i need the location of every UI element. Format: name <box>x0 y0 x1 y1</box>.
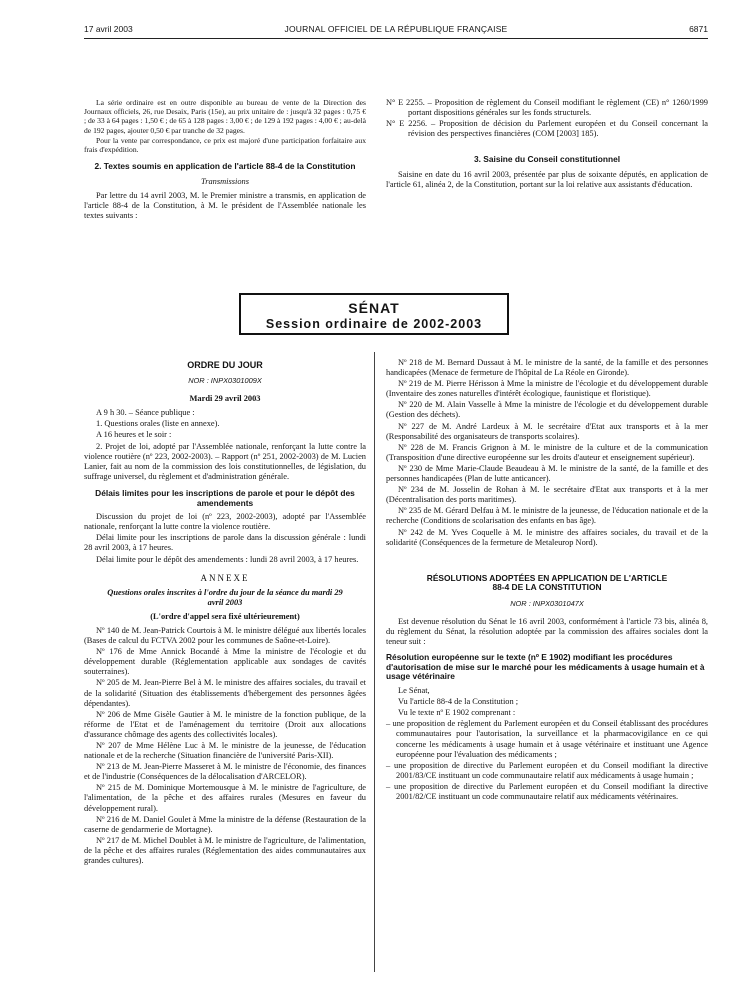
question-item: Nº 206 de Mme Gisèle Gautier à M. le ministre de la fonction publique, de la réforme de l'Etat et de l'aménagement du territoire (Droit aux allocations d'assurance chômage des agents des collectivités locales). <box>84 709 366 739</box>
agenda-item-1: 1. Questions orales (liste en annexe). <box>96 419 220 429</box>
nor-reference <box>386 599 708 609</box>
resolutions-heading: RÉSOLUTIONS ADOPTÉES EN APPLICATION DE L'ARTICLE 88-4 DE LA CONSTITUTION <box>426 572 668 593</box>
senat-banner <box>239 293 509 335</box>
nor-reference <box>84 376 366 386</box>
appel-note: (L'ordre d'appel sera fixé ultérieurement) <box>150 611 300 621</box>
vu-article: Vu l'article 88-4 de la Constitution ; <box>398 697 519 707</box>
agenda-morning: A 9 h 30. – Séance publique : <box>96 408 195 418</box>
banner-title: SÉNAT <box>348 300 400 316</box>
header-page-number: 6871 <box>689 24 708 34</box>
delais-heading: Délais limites pour les inscriptions de parole et pour le dépôt des amendements <box>95 487 355 508</box>
agenda-item-2: 2. Projet de loi, adopté par l'Assemblée nationale, renforçant la lutte contre la violence routière (nº 223, 2002-2003). – Rapport (nº 251, 2002-2003) de M. Lucien Lanier, fait au nom de la commission des lois constitutionnelles, de législation, du suffrage universel, du règlement et d'administration générale. <box>84 441 366 481</box>
question-item: Nº 220 de M. Alain Vasselle à Mme la ministre de l'écologie et du développement durable (Gestion des déchets). <box>386 400 708 420</box>
question-item: Nº 215 de M. Dominique Mortemousque à M. le ministre de l'agriculture, de l'alimentation, de la pêche et des affaires rurales (Mesures en faveur du développement rural). <box>84 783 366 813</box>
right-column <box>386 358 708 803</box>
question-item: Nº 140 de M. Jean-Patrick Courtois à M. le ministre délégué aux libertés locales (Bases de calcul du FCTVA 2002 pour les communes de Saône-et-Loire). <box>84 625 366 646</box>
resolution-item: – une proposition de règlement du Parlement européen et du Conseil établissant des procédures communautaires pour l'autorisation, la surveillance et la pharmacovigilance en ce qui concerne les médicaments à usage humain et à usage vétérinaire et instituant une Agence européenne pour l'évaluation des médicaments ; <box>386 719 708 759</box>
question-item: Nº 218 de M. Bernard Dussaut à M. le ministre de la santé, de la famille et des personnes handicapées (Menace de fermeture de l'hôpital de La Réole en Gironde). <box>386 358 708 378</box>
question-item: Nº 235 de M. Gérard Delfau à M. le ministre de la jeunesse, de l'éducation nationale et de la recherche (Conditions de scolarisation des enfants en bas âge). <box>386 506 708 526</box>
section-title-saisine: 3. Saisine du Conseil constitutionnel <box>473 154 621 165</box>
resolution-intro: Est devenue résolution du Sénat le 16 avril 2003, conformément à l'article 73 bis, alinéa 8, du règlement du Sénat, la résolution adoptée par la commission des affaires sociales dont la teneur suit : <box>386 616 708 647</box>
resolution-item: – une proposition de directive du Parlement européen et du Conseil modifiant la directive 2001/82/CE instituant un code communautaire relatif aux médicaments vétérinaires. <box>386 782 708 802</box>
question-item: Nº 205 de M. Jean-Pierre Bel à M. le ministre des affaires sociales, du travail et de la solidarité (Situation des établissements d'hébergement des personnes âgées dépendantes). <box>84 678 366 708</box>
question-item: Nº 234 de M. Josselin de Rohan à M. le secrétaire d'Etat aux transports et à la mer (Décentralisation des ports maritimes). <box>386 485 708 505</box>
section-title-88-4: 2. Textes soumis en application de l'article 88-4 de la Constitution <box>94 161 356 172</box>
question-item: Nº 216 de M. Daniel Goulet à Mme la ministre de la défense (Restauration de la caserne de gendarmerie de Mortagne). <box>84 814 366 834</box>
question-item: Nº 242 de M. Yves Coquelle à M. le ministre des affaires sociales, du travail et de la solidarité (Conséquences de la fermeture de Metaleurop Nord). <box>386 527 708 547</box>
e2256-item: N° E 2256. – Proposition de décision du Parlement européen et du Conseil concernant la révision des perspectives financières (COM [2003] 185). <box>386 119 708 139</box>
question-item: Nº 227 de M. André Lardeux à M. le secrétaire d'Etat aux transports et à la mer (Responsabilité des organisateurs de transports scolaires). <box>386 421 708 441</box>
vu-texte: Vu le texte nº E 1902 comprenant : <box>398 708 516 718</box>
delais-parole: Délai limite pour les inscriptions de parole dans la discussion générale : lundi 28 avril 2003, à 17 heures. <box>84 533 366 553</box>
senat-line: Le Sénat, <box>398 686 430 696</box>
nor-text: NOR : INPX0301009X <box>188 376 262 386</box>
banner-subtitle: Session ordinaire de 2002-2003 <box>265 317 483 331</box>
sale-notice: La série ordinaire est en outre disponible au bureau de vente de la Direction des Journaux officiels, 26, rue Desaix, Paris (15e), au prix unitaire de : jusqu'à 32 pages : 0,75 € ; de 33 à 64 pages : 1,50 € ; de 65 à 128 pages : 3,00 € ; de 129 à 192 pages : 4,00 € ; au-delà de 192 pages, ajouter 0,50 € par tranche de 32 pages. <box>84 98 366 135</box>
mail-notice: Pour la vente par correspondance, ce prix est majoré d'une participation forfaitaire aux frais d'expédition. <box>84 135 366 155</box>
page-header <box>84 24 708 38</box>
resolution-item: – une proposition de directive du Parlement européen et du Conseil modifiant la directive 2001/83/CE instituant un code communautaire relatif aux médicaments à usage humain ; <box>386 761 708 781</box>
header-date: 17 avril 2003 <box>84 24 133 34</box>
saisine-paragraph: Saisine en date du 16 avril 2003, présentée par plus de soixante députés, en application de l'article 61, alinéa 2, de la Constitution, portant sur la loi relative aux assistants d'éducation. <box>386 169 708 190</box>
nor-text: NOR : INPX0301047X <box>510 598 584 608</box>
annexe-heading: ANNEXE <box>200 572 250 583</box>
agenda-afternoon: A 16 heures et le soir : <box>96 430 172 440</box>
question-item: Nº 217 de M. Michel Doublet à M. le ministre de l'agriculture, de l'alimentation, de la pêche et des affaires rurales (Réglementation des aides communautaires aux grandes cultures). <box>84 835 366 866</box>
question-item: Nº 219 de M. Pierre Hérisson à Mme la ministre de l'écologie et du développement durable (Inventaire des zones naturelles d'intérêt écologique, faunistique et floristique). <box>386 379 708 399</box>
transmission-paragraph: Par lettre du 14 avril 2003, M. le Premier ministre a transmis, en application de l'article 88-4 de la Constitution, à M. le président de l'Assemblée nationale les textes suivants : <box>84 190 366 221</box>
delais-amendements: Délai limite pour le dépôt des amendements : lundi 28 avril 2003, à 17 heures. <box>96 554 359 564</box>
header-title: JOURNAL OFFICIEL DE LA RÉPUBLIQUE FRANÇAISE <box>284 24 508 34</box>
top-left-column <box>84 98 366 222</box>
session-date: Mardi 29 avril 2003 <box>189 394 261 404</box>
question-item: Nº 228 de M. Francis Grignon à M. le ministre de la culture et de la communication (Transposition d'une directive européenne sur les droits d'auteur et enseignement supérieur). <box>386 442 708 462</box>
resolution-heading: Résolution européenne sur le texte (nº E 1902) modifiant les procédures d'autorisation de mise sur le marché pour les médicaments à usage humain et à usage vétérinaire <box>386 652 705 682</box>
left-column <box>84 356 366 867</box>
header-rule <box>84 38 708 39</box>
question-item: Nº 213 de M. Jean-Pierre Masseret à M. le ministre de l'économie, des finances et de l'industrie (Conséquences de la délocalisation d'ARCELOR). <box>84 762 366 782</box>
transmissions-subtitle: Transmissions <box>201 176 249 186</box>
questions-title: Questions orales inscrites à l'ordre du jour de la séance du mardi 29 avril 2003 <box>107 587 343 607</box>
question-item: Nº 230 de Mme Marie-Claude Beaudeau à M. le ministre de la santé, de la famille et des personnes handicapées (Plan de lutte anticancer). <box>386 463 708 484</box>
column-divider <box>374 352 375 972</box>
ordre-du-jour-heading: ORDRE DU JOUR <box>187 360 263 370</box>
question-item: Nº 176 de Mme Annick Bocandé à Mme la ministre de l'écologie et du développement durable (Réglementation applicable aux sondages de cavités souterraines). <box>84 647 366 677</box>
question-item: Nº 207 de Mme Hélène Luc à M. le ministre de la jeunesse, de l'éducation nationale et de la recherche (Situation financière de l'université Paris-XII). <box>84 741 366 761</box>
top-right-column <box>386 98 708 191</box>
delais-discussion: Discussion du projet de loi (nº 223, 2002-2003), adopté par l'Assemblée nationale, renforçant la lutte contre la violence routière. <box>84 512 366 532</box>
e2255-item: N° E 2255. – Proposition de règlement du Conseil modifiant le règlement (CE) n° 1260/1999 portant dispositions générales sur les fonds structurels. <box>386 98 708 118</box>
